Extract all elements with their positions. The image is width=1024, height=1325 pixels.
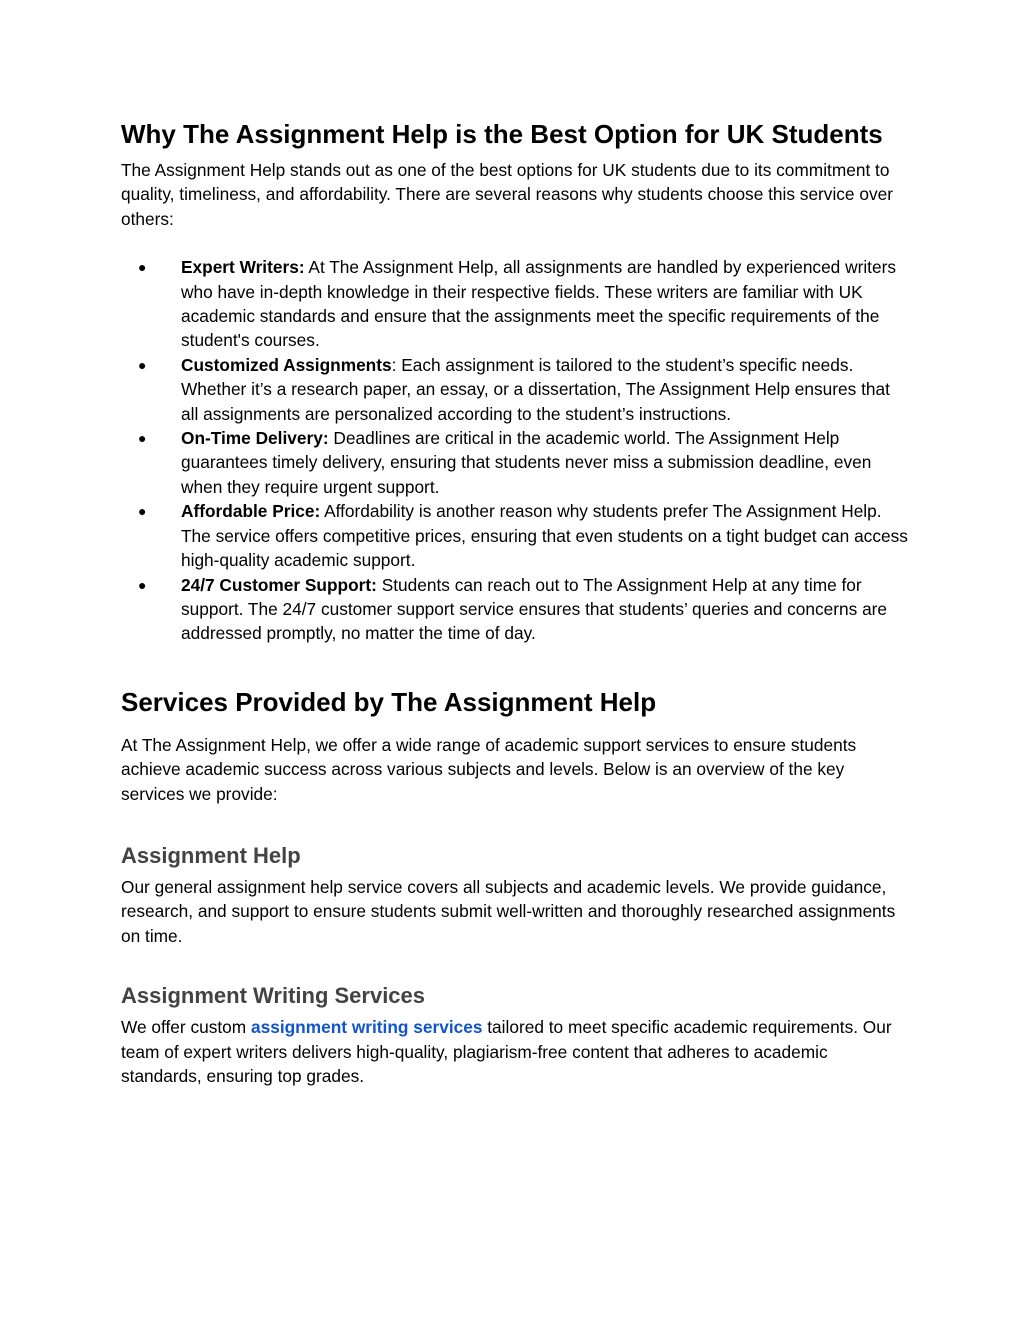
bullet-icon: ● bbox=[138, 576, 147, 593]
heading-services-provided: Services Provided by The Assignment Help bbox=[121, 686, 657, 717]
assignment-help-paragraph: Our general assignment help service covers all subjects and academic levels. We provide guidance, research, and support to ensure students submit well-written and thoroughly researched assignments on time. bbox=[121, 876, 896, 946]
list-item-customer-support bbox=[121, 573, 911, 646]
list-item-text: Deadlines are critical in the academic world. The Assignment Help guarantees timely delivery, ensuring that students never miss a submission deadline, even when they require urgent support. bbox=[181, 428, 872, 497]
intro-paragraph: The Assignment Help stands out as one of the best options for UK students due to its commitment to quality, timeliness, and affordability. There are several reasons why students choose this service over others: bbox=[121, 160, 893, 229]
bullet-icon: ● bbox=[138, 503, 147, 520]
list-item-term: Expert Writers: bbox=[181, 257, 305, 278]
heading-assignment-help: Assignment Help bbox=[121, 842, 301, 868]
assignment-writing-text-after: tailored to meet specific academic requirements. Our team of expert writers delivers high-quality, plagiarism-free content that adheres to academic standards, ensuring top grades. bbox=[121, 1017, 892, 1086]
list-item-term: Customized Assignments bbox=[181, 354, 392, 375]
document-page bbox=[121, 117, 911, 1088]
bullet-icon: ● bbox=[138, 430, 147, 447]
assignment-writing-paragraph bbox=[121, 1015, 911, 1088]
list-item-affordable-price bbox=[121, 499, 911, 572]
assignment-writing-text-before: We offer custom bbox=[121, 1017, 251, 1038]
assignment-writing-services-link[interactable]: assignment writing services bbox=[250, 1017, 483, 1038]
list-item-on-time-delivery bbox=[121, 426, 911, 499]
bullet-icon: ● bbox=[138, 259, 147, 276]
list-item-expert-writers bbox=[121, 255, 911, 353]
list-item-text: Students can reach out to The Assignment Help at any time for support. The 24/7 customer support service ensures that students’ queries and concerns are addressed promptly, no matter the time of day. bbox=[181, 574, 888, 644]
heading-why-best-option: Why The Assignment Help is the Best Option for UK Students bbox=[121, 119, 883, 149]
list-item-text: At The Assignment Help, all assignments are handled by experienced writers who have in-depth knowledge in their respective fields. These writers are familiar with UK academic standards and ensure that the assignments meet the specific requirements of the student's courses. bbox=[181, 257, 896, 351]
list-item-term: 24/7 Customer Support: bbox=[181, 574, 377, 595]
services-paragraph: At The Assignment Help, we offer a wide range of academic support services to ensure students achieve academic success across various subjects and levels. Below is an overview of the key services we provide: bbox=[121, 734, 857, 804]
list-item-term: Affordable Price: bbox=[181, 501, 321, 522]
list-item-customized-assignments bbox=[121, 353, 911, 426]
bullet-icon: ● bbox=[138, 356, 147, 373]
list-item-term: On-Time Delivery: bbox=[181, 428, 329, 449]
heading-assignment-writing-services: Assignment Writing Services bbox=[121, 983, 426, 1009]
list-item-text: Affordability is another reason why students prefer The Assignment Help. The service offers competitive prices, ensuring that even students on a tight budget can access high-quality academic support. bbox=[181, 501, 908, 571]
list-item-text: : Each assignment is tailored to the student’s specific needs. Whether it’s a research paper, an essay, or a dissertation, The Assignment Help ensures that all assignments are personalized according to the student’s instructions. bbox=[181, 354, 890, 424]
reasons-list bbox=[121, 255, 911, 646]
